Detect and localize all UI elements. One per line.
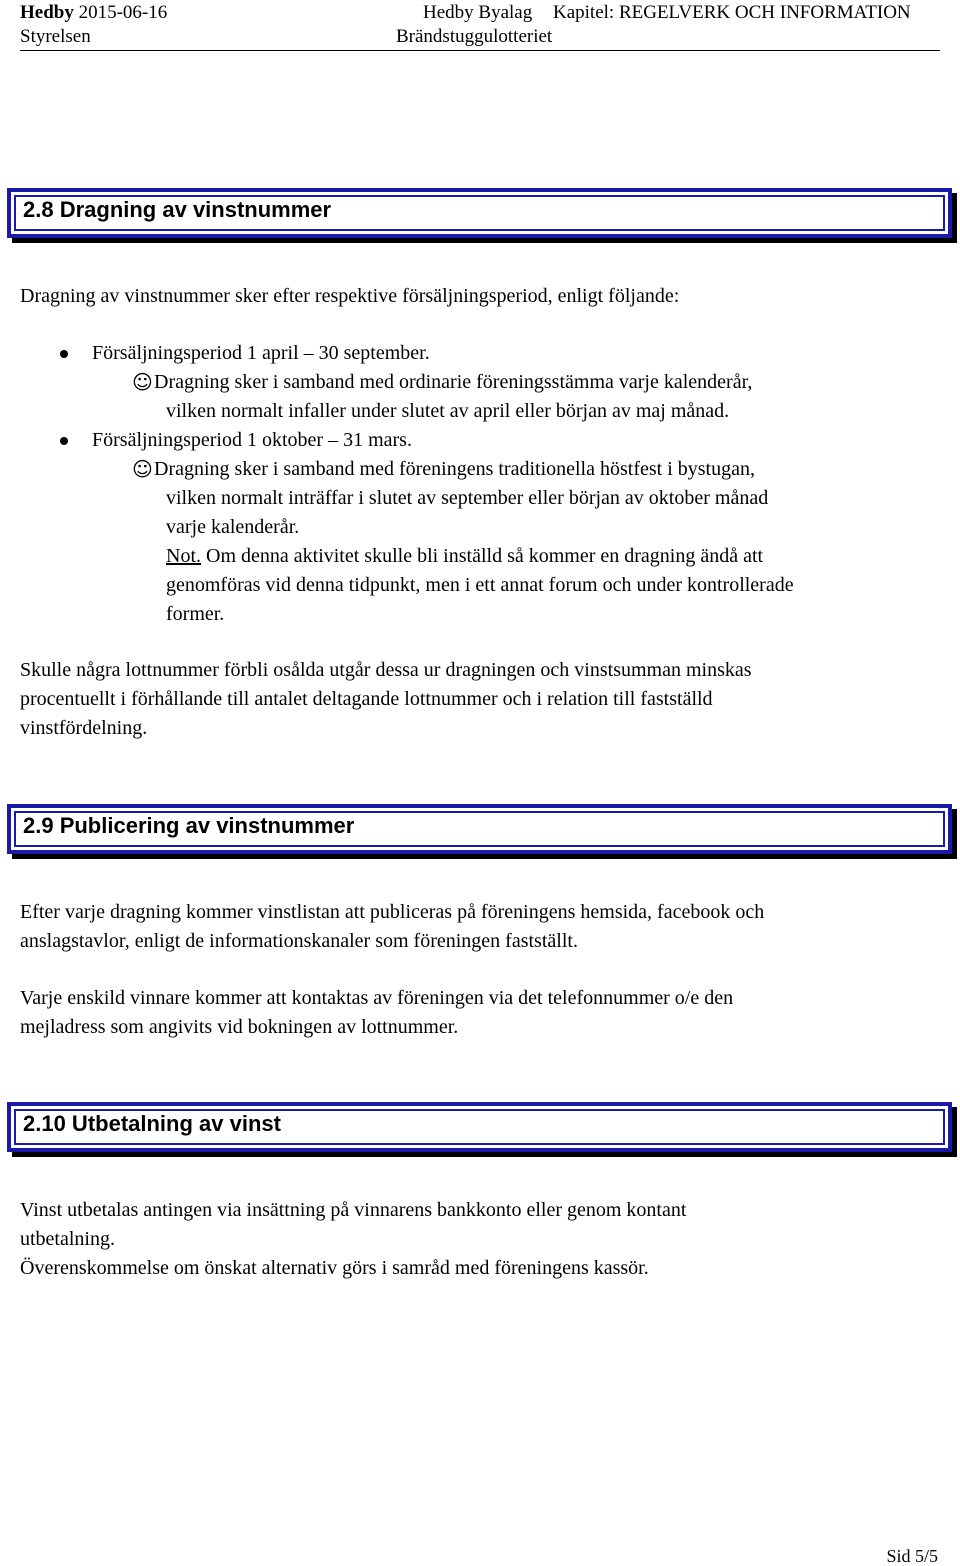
header-org-date (20, 2, 167, 24)
note-label: Not. (166, 545, 201, 567)
smiley-icon: ☺ (132, 457, 153, 481)
paragraph: utbetalning. (20, 1228, 115, 1250)
period-label: Försäljningsperiod 1 oktober – 31 mars. (92, 429, 412, 451)
paragraph: Efter varje dragning kommer vinstlistan att publiceras på föreningens hemsida, facebook och (20, 901, 765, 923)
paragraph: mejladress som angivits vid bokningen av lottnummer. (20, 1016, 459, 1038)
section-title: 2.8 Dragning av vinstnummer (23, 197, 332, 222)
header-org-bold: Hedby (20, 2, 74, 23)
section-intro: Dragning av vinstnummer sker efter respektive försäljningsperiod, enligt följande: (20, 285, 680, 307)
header-subline-left: Styrelsen (20, 26, 91, 47)
paragraph: Överenskommelse om önskat alternativ görs i samråd med föreningens kassör. (20, 1257, 649, 1279)
period-detail: vilken normalt infaller under slutet av april eller början av maj månad. (166, 400, 730, 422)
period-label: Försäljningsperiod 1 april – 30 september. (92, 342, 430, 364)
paragraph: Skulle några lottnummer förbli osålda utgår dessa ur dragningen och vinstsumman minskas (20, 659, 752, 681)
period-detail: Dragning sker i samband med föreningens traditionella höstfest i bystugan, (154, 458, 755, 480)
section-title: 2.9 Publicering av vinstnummer (23, 813, 355, 838)
bullet-icon (60, 437, 68, 445)
section-title: 2.10 Utbetalning av vinst (23, 1111, 281, 1136)
paragraph: anslagstavlor, enligt de informationskanaler som föreningen fastställt. (20, 930, 578, 952)
page-number: Sid 5/5 (886, 1546, 938, 1566)
paragraph: Varje enskild vinnare kommer att kontaktas av föreningen via det telefonnummer o/e den (20, 987, 734, 1009)
period-detail: varje kalenderår. (166, 516, 300, 538)
header-rule (20, 50, 940, 51)
smiley-icon: ☺ (132, 370, 153, 394)
header-subline-center: Brändstuggulotteriet (396, 26, 553, 47)
page-header (0, 0, 960, 52)
paragraph: procentuellt i förhållande till antalet deltagande lottnummer och i relation till fastställd (20, 688, 713, 710)
paragraph: Vinst utbetalas antingen via insättning på vinnarens bankkonto eller genom kontant (20, 1199, 687, 1221)
paragraph: vinstfördelning. (20, 717, 148, 739)
period-detail: vilken normalt inträffar i slutet av september eller början av oktober månad (166, 487, 769, 509)
note-text: Om denna aktivitet skulle bli inställd så kommer en dragning ändå att (201, 545, 764, 567)
period-detail: Dragning sker i samband med ordinarie föreningsstämma varje kalenderår, (154, 371, 753, 393)
header-date: 2015-06-16 (78, 2, 168, 23)
bullet-icon (60, 350, 68, 358)
note-text: genomföras vid denna tidpunkt, men i ett annat forum och under kontrollerade (166, 574, 794, 596)
note-text: former. (166, 603, 225, 625)
header-org-name: Hedby Byalag (423, 2, 533, 23)
note-line (166, 542, 763, 571)
section-heading-box (7, 188, 952, 238)
section-heading-box (7, 1102, 952, 1152)
section-heading-box (7, 804, 952, 854)
header-chapter: Kapitel: REGELVERK OCH INFORMATION (553, 2, 911, 23)
